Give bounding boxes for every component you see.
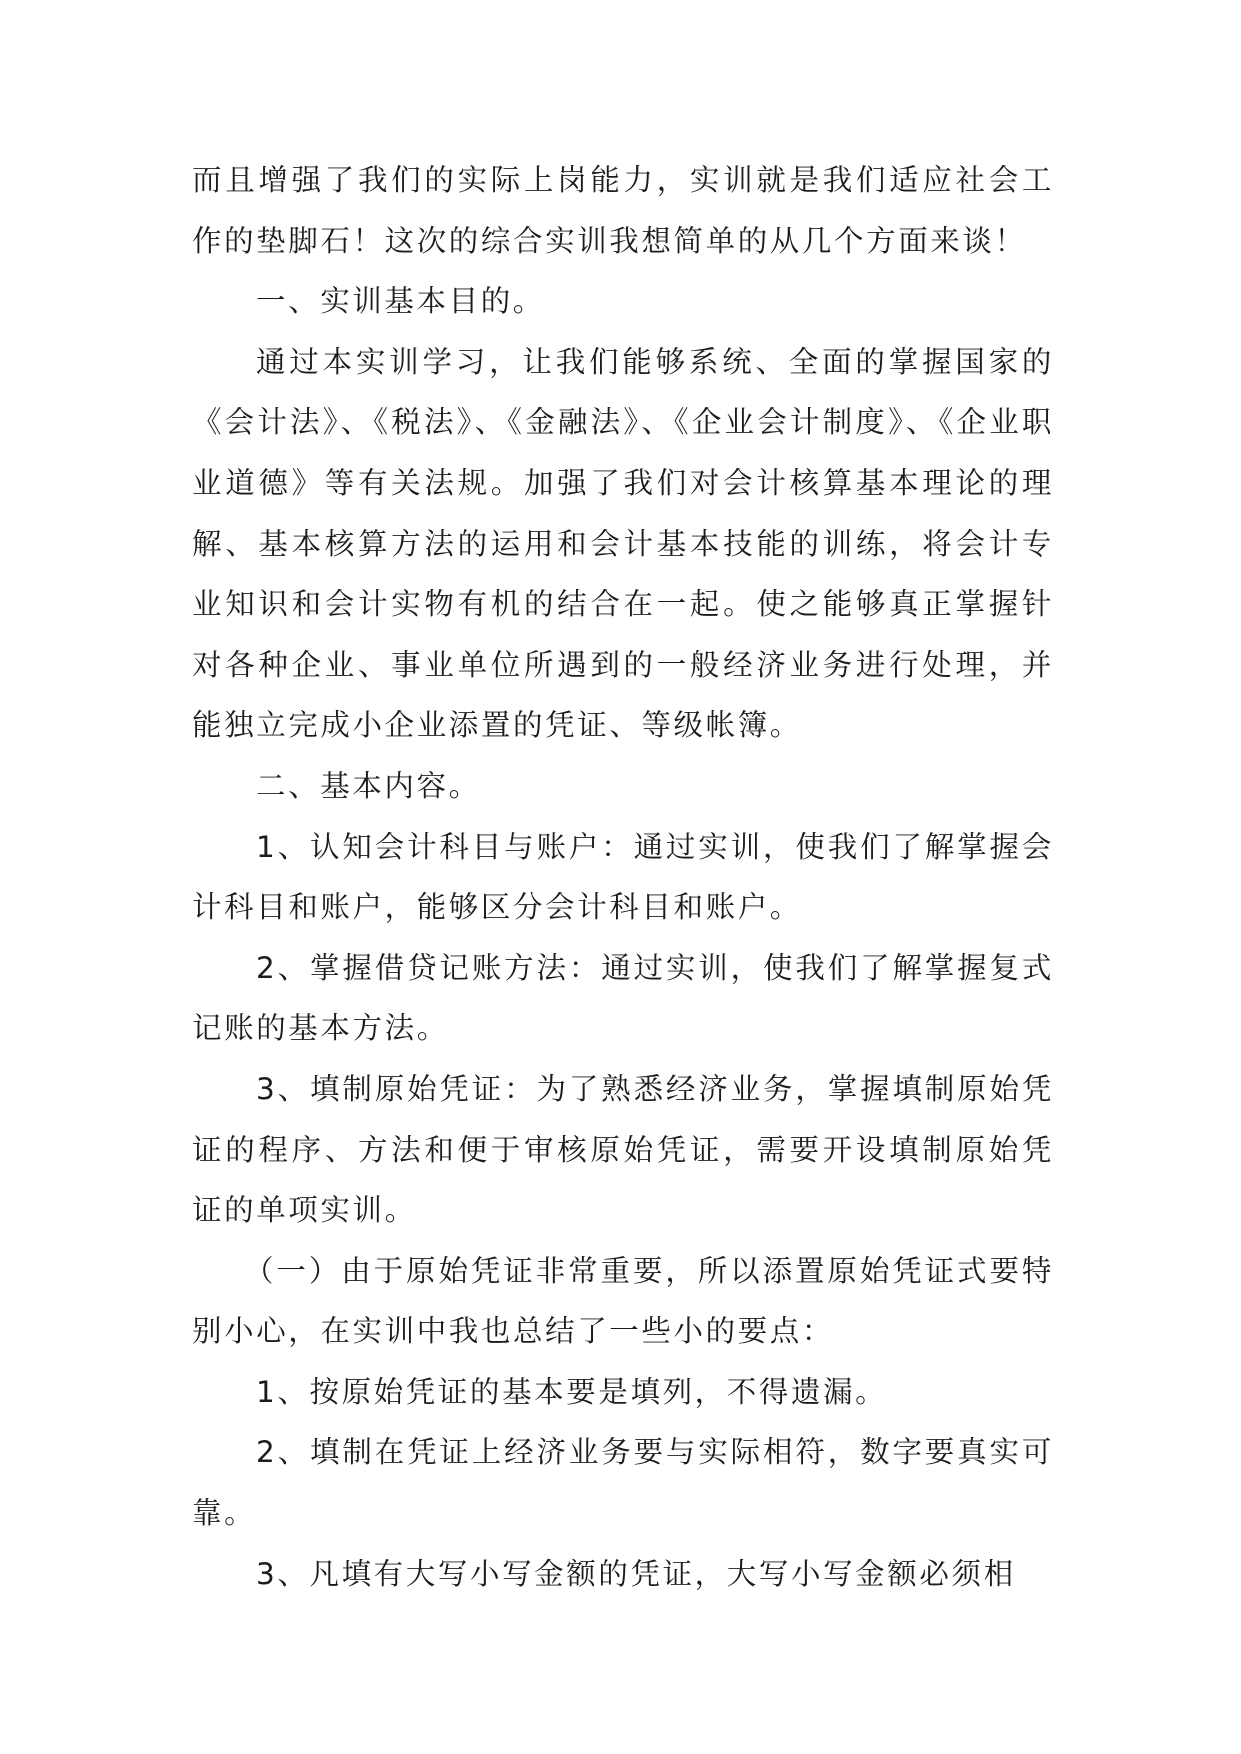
paragraph-point-3: 3、凡填有大写小写金额的凭证，大写小写金额必须相 bbox=[256, 1556, 1016, 1591]
paragraph-intro: 而且增强了我们的实际上岗能力，实训就是我们适应社会工作的垫脚石！这次的综合实训我想简单的从几个方面来谈！ bbox=[192, 163, 1054, 258]
paragraph-item-2: 2、掌握借贷记账方法：通过实训，使我们了解掌握复式记账的基本方法。 bbox=[192, 950, 1054, 1046]
heading-purpose: 一、实训基本目的。 bbox=[256, 284, 545, 319]
paragraph-item-1: 1、认知会计科目与账户：通过实训，使我们了解掌握会计科目和账户，能够区分会计科目和账户。 bbox=[192, 829, 1054, 925]
document-body bbox=[192, 150, 1054, 1604]
paragraph-item-3: 3、填制原始凭证：为了熟悉经济业务，掌握填制原始凭证的程序、方法和便于审核原始凭证，需要开设填制原始凭证的单项实训。 bbox=[192, 1071, 1054, 1228]
paragraph-purpose: 通过本实训学习，让我们能够系统、全面的掌握国家的《会计法》、《税法》、《金融法》、《企业会计制度》、《企业职业道德》等有关法规。加强了我们对会计核算基本理论的理解、基本核算方法的运用和会计基本技能的训练，将会计专业知识和会计实物有机的结合在一起。使之能够真正掌握针对各种企业、事业单位所遇到的一般经济业务进行处理，并能独立完成小企业添置的凭证、等级帐簿。 bbox=[192, 344, 1054, 743]
heading-content: 二、基本内容。 bbox=[256, 768, 481, 803]
paragraph-point-2: 2、填制在凭证上经济业务要与实际相符，数字要真实可靠。 bbox=[192, 1435, 1054, 1531]
paragraph-point-1: 1、按原始凭证的基本要是填列，不得遗漏。 bbox=[256, 1374, 888, 1409]
paragraph-subsection-1: （一）由于原始凭证非常重要，所以添置原始凭证式要特别小心，在实训中我也总结了一些小的要点： bbox=[192, 1253, 1054, 1349]
